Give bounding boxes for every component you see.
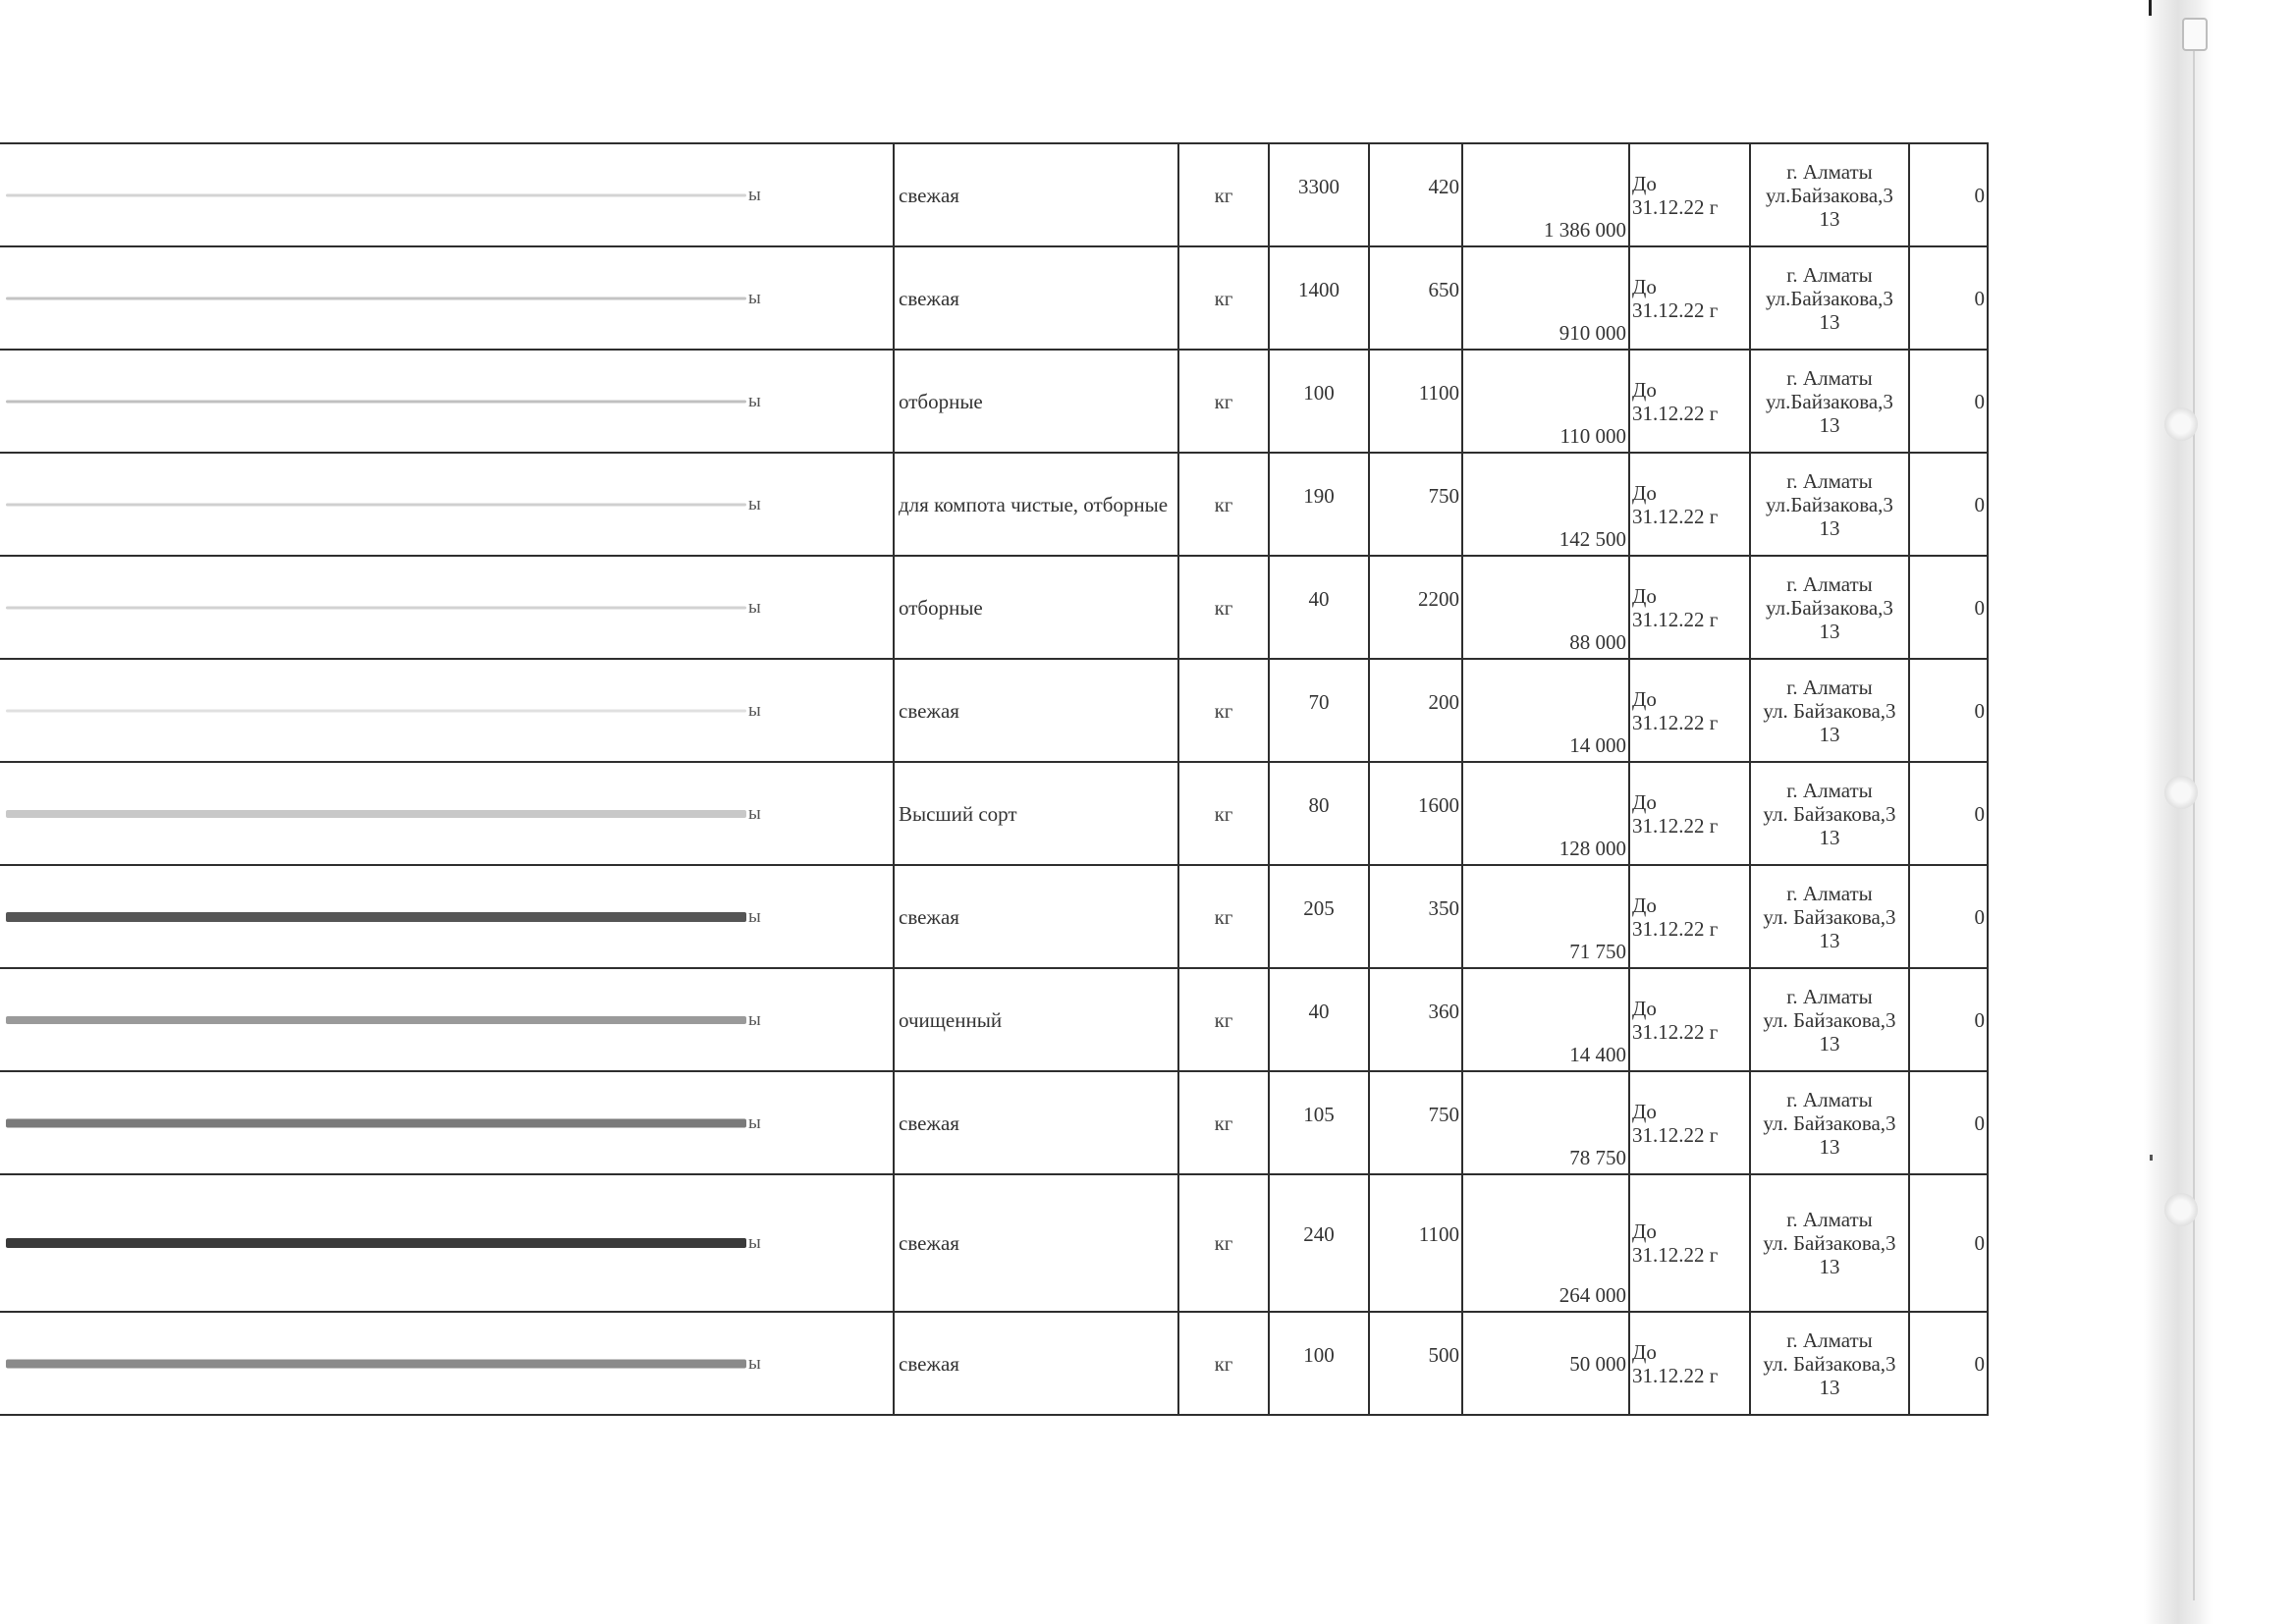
binder-clip <box>2182 18 2208 51</box>
address-city: г. Алматы <box>1786 1208 1873 1231</box>
total-sum: 910 000 <box>1462 246 1629 350</box>
unit-price: 350 <box>1369 865 1462 968</box>
address-city: г. Алматы <box>1786 675 1873 699</box>
address-building: 13 <box>1819 1134 1840 1159</box>
unit-of-measure: кг <box>1178 143 1269 246</box>
item-name-cell <box>0 143 894 246</box>
term-line-2: 31.12.22 г <box>1632 1363 1719 1387</box>
delivery-term <box>1629 1174 1750 1312</box>
delivery-address <box>1750 143 1909 246</box>
delivery-address <box>1750 865 1909 968</box>
delivery-address <box>1750 556 1909 659</box>
address-street: ул. Байзакова,3 <box>1763 698 1896 723</box>
last-column-value: 0 <box>1909 659 1988 762</box>
unit-of-measure: кг <box>1178 1174 1269 1312</box>
address-city: г. Алматы <box>1786 984 1873 1008</box>
quantity: 70 <box>1269 659 1369 762</box>
item-name-fragment: ы <box>748 1008 761 1030</box>
address-street: ул.Байзакова,3 <box>1766 595 1893 620</box>
unit-price: 1100 <box>1369 350 1462 453</box>
item-name-cell <box>0 350 894 453</box>
table-row <box>0 968 1988 1071</box>
quantity: 100 <box>1269 350 1369 453</box>
address-building: 13 <box>1819 1375 1840 1399</box>
address-building: 13 <box>1819 1255 1840 1278</box>
delivery-address <box>1750 762 1909 865</box>
item-name-fragment: ы <box>748 802 761 824</box>
term-line-2: 31.12.22 г <box>1632 504 1719 528</box>
scan-mark <box>2149 0 2152 16</box>
term-line-2: 31.12.22 г <box>1632 1019 1719 1044</box>
term-line-2: 31.12.22 г <box>1632 916 1719 941</box>
item-name-fragment: ы <box>748 1111 761 1133</box>
address-city: г. Алматы <box>1786 1327 1873 1352</box>
unit-price: 1600 <box>1369 762 1462 865</box>
address-street: ул. Байзакова,3 <box>1763 801 1896 826</box>
last-column-value: 0 <box>1909 453 1988 556</box>
item-description: свежая <box>894 246 1178 350</box>
redaction-bar <box>6 810 746 818</box>
unit-price: 500 <box>1369 1312 1462 1415</box>
address-building: 13 <box>1819 206 1840 231</box>
address-building: 13 <box>1819 928 1840 952</box>
item-name-cell <box>0 556 894 659</box>
address-street: ул.Байзакова,3 <box>1766 286 1893 310</box>
redaction-bar <box>6 709 746 712</box>
table-row <box>0 762 1988 865</box>
redaction-bar <box>6 912 746 922</box>
item-name-cell <box>0 246 894 350</box>
item-name-fragment: ы <box>748 287 761 308</box>
table-row <box>0 1071 1988 1174</box>
term-line-2: 31.12.22 г <box>1632 710 1719 734</box>
unit-of-measure: кг <box>1178 246 1269 350</box>
table-row <box>0 143 1988 246</box>
quantity: 100 <box>1269 1312 1369 1415</box>
unit-of-measure: кг <box>1178 1312 1269 1415</box>
address-street: ул. Байзакова,3 <box>1763 1007 1896 1032</box>
scan-speck <box>2150 1155 2153 1161</box>
address-building: 13 <box>1819 309 1840 334</box>
unit-price: 420 <box>1369 143 1462 246</box>
last-column-value: 0 <box>1909 143 1988 246</box>
delivery-term <box>1629 1071 1750 1174</box>
total-sum: 128 000 <box>1462 762 1629 865</box>
quantity: 40 <box>1269 968 1369 1071</box>
term-line-1: До <box>1632 893 1657 917</box>
quantity: 80 <box>1269 762 1369 865</box>
quantity: 190 <box>1269 453 1369 556</box>
scanner-edge-line <box>2193 29 2195 1600</box>
table-row <box>0 350 1988 453</box>
term-line-1: До <box>1632 686 1657 711</box>
address-street: ул. Байзакова,3 <box>1763 1110 1896 1135</box>
unit-of-measure: кг <box>1178 1071 1269 1174</box>
address-city: г. Алматы <box>1786 1087 1873 1111</box>
item-description: для компота чистые, отборные <box>894 453 1178 556</box>
table-row <box>0 1312 1988 1415</box>
term-line-1: До <box>1632 1219 1657 1243</box>
procurement-table <box>0 142 1989 1416</box>
redaction-bar <box>6 503 746 506</box>
unit-price: 650 <box>1369 246 1462 350</box>
item-description: свежая <box>894 1312 1178 1415</box>
term-line-1: До <box>1632 171 1657 195</box>
quantity: 105 <box>1269 1071 1369 1174</box>
address-street: ул.Байзакова,3 <box>1766 389 1893 413</box>
item-name-cell <box>0 865 894 968</box>
last-column-value: 0 <box>1909 556 1988 659</box>
item-description: свежая <box>894 1174 1178 1312</box>
unit-of-measure: кг <box>1178 556 1269 659</box>
delivery-term <box>1629 350 1750 453</box>
address-building: 13 <box>1819 619 1840 643</box>
scanner-edge-strip <box>2144 0 2213 1624</box>
address-city: г. Алматы <box>1786 881 1873 905</box>
last-column-value: 0 <box>1909 968 1988 1071</box>
term-line-1: До <box>1632 377 1657 402</box>
address-street: ул. Байзакова,3 <box>1763 904 1896 929</box>
term-line-1: До <box>1632 274 1657 298</box>
delivery-address <box>1750 1312 1909 1415</box>
unit-price: 1100 <box>1369 1174 1462 1312</box>
total-sum: 264 000 <box>1462 1174 1629 1312</box>
redaction-bar <box>6 1359 746 1368</box>
address-building: 13 <box>1819 825 1840 849</box>
item-description: Высший сорт <box>894 762 1178 865</box>
address-building: 13 <box>1819 515 1840 540</box>
address-city: г. Алматы <box>1786 262 1873 287</box>
total-sum: 88 000 <box>1462 556 1629 659</box>
item-name-fragment: ы <box>748 493 761 514</box>
address-city: г. Алматы <box>1786 778 1873 802</box>
delivery-term <box>1629 762 1750 865</box>
term-line-1: До <box>1632 996 1657 1020</box>
term-line-1: До <box>1632 480 1657 505</box>
delivery-address <box>1750 659 1909 762</box>
total-sum: 110 000 <box>1462 350 1629 453</box>
total-sum: 142 500 <box>1462 453 1629 556</box>
item-description: отборные <box>894 556 1178 659</box>
last-column-value: 0 <box>1909 865 1988 968</box>
address-building: 13 <box>1819 722 1840 746</box>
redaction-bar <box>6 1118 746 1127</box>
table-row <box>0 659 1988 762</box>
total-sum: 78 750 <box>1462 1071 1629 1174</box>
unit-price: 2200 <box>1369 556 1462 659</box>
delivery-term <box>1629 1312 1750 1415</box>
item-description: отборные <box>894 350 1178 453</box>
term-line-2: 31.12.22 г <box>1632 194 1719 219</box>
item-description: свежая <box>894 865 1178 968</box>
item-name-cell <box>0 968 894 1071</box>
last-column-value: 0 <box>1909 350 1988 453</box>
last-column-value: 0 <box>1909 762 1988 865</box>
table-row <box>0 865 1988 968</box>
redaction-bar <box>6 400 746 403</box>
redaction-bar <box>6 193 746 196</box>
table-row <box>0 556 1988 659</box>
item-name-fragment: ы <box>748 596 761 618</box>
last-column-value: 0 <box>1909 1071 1988 1174</box>
delivery-address <box>1750 1174 1909 1312</box>
item-name-fragment: ы <box>748 1232 761 1253</box>
quantity: 240 <box>1269 1174 1369 1312</box>
table-row <box>0 246 1988 350</box>
term-line-1: До <box>1632 1339 1657 1364</box>
item-name-cell <box>0 453 894 556</box>
quantity: 3300 <box>1269 143 1369 246</box>
unit-price: 750 <box>1369 1071 1462 1174</box>
table-row <box>0 453 1988 556</box>
address-street: ул. Байзакова,3 <box>1763 1351 1896 1376</box>
delivery-term <box>1629 659 1750 762</box>
item-name-fragment: ы <box>748 390 761 411</box>
unit-of-measure: кг <box>1178 865 1269 968</box>
delivery-term <box>1629 453 1750 556</box>
item-name-cell <box>0 762 894 865</box>
item-description: очищенный <box>894 968 1178 1071</box>
delivery-term <box>1629 143 1750 246</box>
quantity: 40 <box>1269 556 1369 659</box>
punch-hole <box>2164 407 2198 441</box>
address-city: г. Алматы <box>1786 571 1873 596</box>
address-city: г. Алматы <box>1786 468 1873 493</box>
unit-price: 200 <box>1369 659 1462 762</box>
redaction-bar <box>6 1016 746 1024</box>
total-sum: 71 750 <box>1462 865 1629 968</box>
unit-of-measure: кг <box>1178 968 1269 1071</box>
item-description: свежая <box>894 143 1178 246</box>
unit-price: 360 <box>1369 968 1462 1071</box>
unit-of-measure: кг <box>1178 350 1269 453</box>
term-line-1: До <box>1632 789 1657 814</box>
redaction-bar <box>6 297 746 299</box>
total-sum: 14 000 <box>1462 659 1629 762</box>
table-body <box>0 143 1988 1415</box>
unit-of-measure: кг <box>1178 762 1269 865</box>
item-description: свежая <box>894 1071 1178 1174</box>
term-line-2: 31.12.22 г <box>1632 1122 1719 1147</box>
item-description: свежая <box>894 659 1178 762</box>
total-sum: 1 386 000 <box>1462 143 1629 246</box>
address-street: ул.Байзакова,3 <box>1766 183 1893 207</box>
last-column-value: 0 <box>1909 246 1988 350</box>
term-line-1: До <box>1632 583 1657 608</box>
punch-hole <box>2164 776 2198 809</box>
quantity: 205 <box>1269 865 1369 968</box>
redaction-bar <box>6 1238 746 1248</box>
address-city: г. Алматы <box>1786 159 1873 184</box>
item-name-cell <box>0 1174 894 1312</box>
last-column-value: 0 <box>1909 1312 1988 1415</box>
delivery-term <box>1629 968 1750 1071</box>
total-sum: 14 400 <box>1462 968 1629 1071</box>
delivery-term <box>1629 556 1750 659</box>
term-line-2: 31.12.22 г <box>1632 298 1719 322</box>
table-row <box>0 1174 1988 1312</box>
quantity: 1400 <box>1269 246 1369 350</box>
address-city: г. Алматы <box>1786 365 1873 390</box>
term-line-2: 31.12.22 г <box>1632 1243 1719 1267</box>
item-name-cell <box>0 659 894 762</box>
term-line-2: 31.12.22 г <box>1632 813 1719 838</box>
unit-of-measure: кг <box>1178 659 1269 762</box>
punch-hole <box>2164 1193 2198 1226</box>
delivery-address <box>1750 453 1909 556</box>
item-name-fragment: ы <box>748 1352 761 1374</box>
item-name-fragment: ы <box>748 699 761 721</box>
term-line-2: 31.12.22 г <box>1632 607 1719 631</box>
last-column-value: 0 <box>1909 1174 1988 1312</box>
address-street: ул. Байзакова,3 <box>1763 1231 1896 1255</box>
delivery-term <box>1629 246 1750 350</box>
delivery-address <box>1750 350 1909 453</box>
item-name-cell <box>0 1312 894 1415</box>
redaction-bar <box>6 606 746 609</box>
item-name-fragment: ы <box>748 184 761 205</box>
term-line-1: До <box>1632 1099 1657 1123</box>
delivery-address <box>1750 246 1909 350</box>
delivery-address <box>1750 1071 1909 1174</box>
address-building: 13 <box>1819 1031 1840 1056</box>
unit-price: 750 <box>1369 453 1462 556</box>
item-name-fragment: ы <box>748 905 761 927</box>
address-street: ул.Байзакова,3 <box>1766 492 1893 516</box>
delivery-term <box>1629 865 1750 968</box>
total-sum: 50 000 <box>1462 1312 1629 1415</box>
address-building: 13 <box>1819 412 1840 437</box>
delivery-address <box>1750 968 1909 1071</box>
term-line-2: 31.12.22 г <box>1632 401 1719 425</box>
item-name-cell <box>0 1071 894 1174</box>
unit-of-measure: кг <box>1178 453 1269 556</box>
